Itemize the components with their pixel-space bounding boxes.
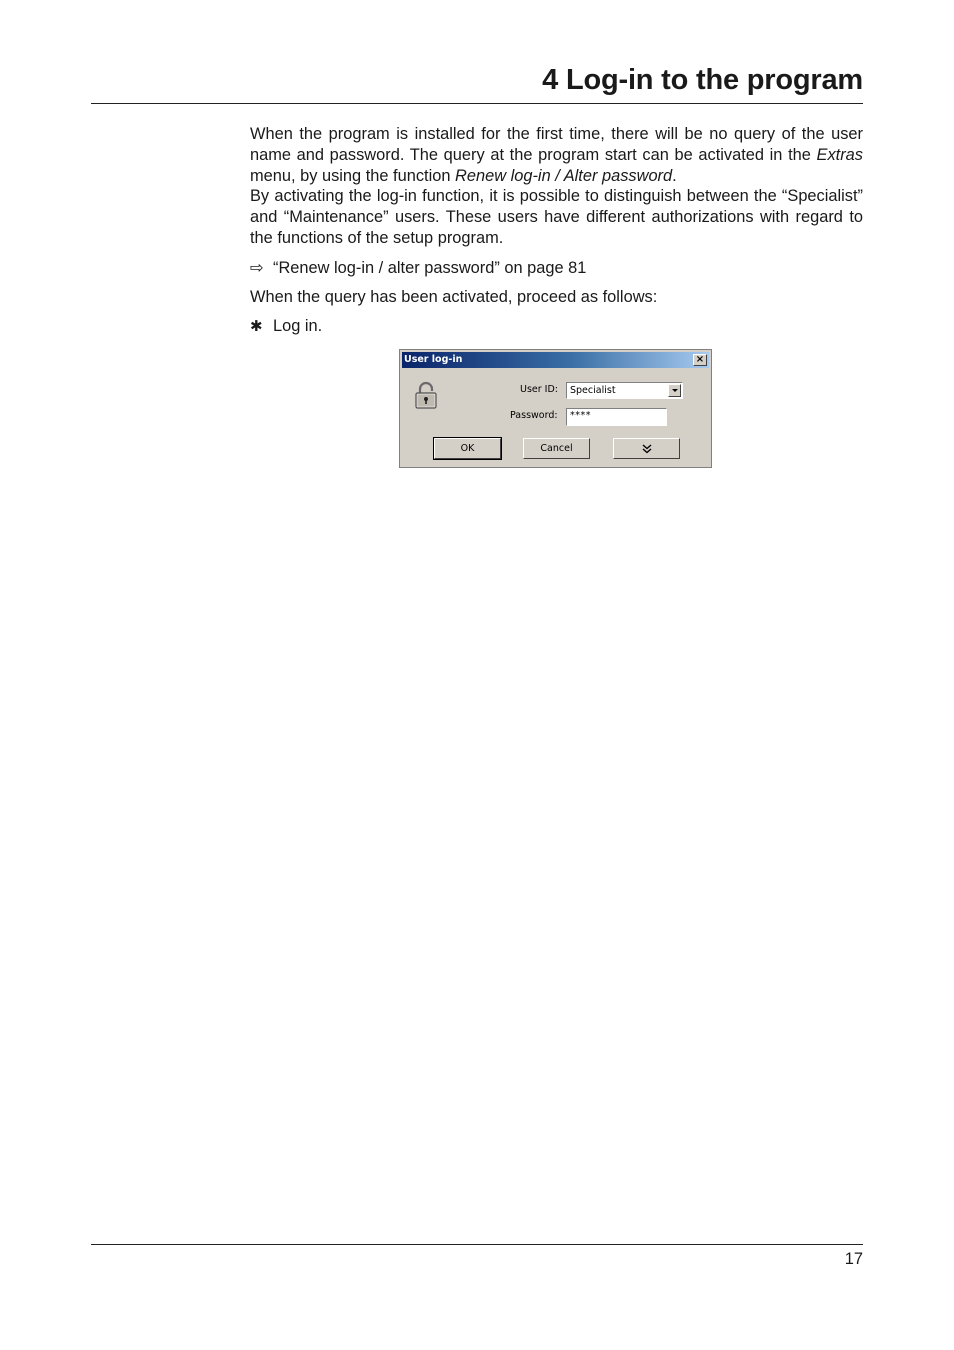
page-number: 17 — [844, 1250, 863, 1268]
intro-paragraph-2: By activating the log-in function, it is possible to distinguish between the “Specialist” and “Maintenance” users. These users have different authorizations with regard to the functions of the setup program. — [250, 187, 863, 247]
intro-text-b: menu, by using the function — [250, 166, 456, 185]
dropdown-arrow-icon[interactable] — [668, 384, 681, 397]
extras-menu-term: Extras — [816, 145, 863, 164]
procedure-intro: When the query has been activated, proceed as follows: — [250, 287, 658, 306]
user-id-label: User ID: — [520, 384, 558, 395]
step-item — [250, 316, 863, 338]
intro-text-a: When the program is installed for the first time, there will be no query of the user name and password. The query at the program start can be activated in the — [250, 125, 863, 164]
step-asterisk-icon: ✱ — [250, 318, 263, 336]
cross-reference-text: “Renew log-in / alter password” on page 81 — [273, 258, 587, 277]
user-id-value: Specialist — [570, 385, 616, 396]
double-chevron-down-icon — [642, 444, 652, 454]
ok-button[interactable]: OK — [434, 438, 501, 459]
header-divider — [91, 103, 863, 104]
padlock-icon — [414, 380, 438, 410]
cross-reference — [250, 258, 863, 279]
password-value: **** — [570, 410, 591, 421]
intro-text-c: . — [672, 166, 677, 185]
user-login-dialog — [399, 349, 712, 468]
dialog-title: User log-in — [404, 354, 463, 365]
reference-arrow-icon: ⇨ — [250, 258, 264, 277]
renew-login-term: Renew log-in / Alter password — [455, 166, 673, 185]
cancel-button[interactable]: Cancel — [523, 438, 590, 459]
user-id-dropdown[interactable] — [566, 382, 683, 399]
body-text — [250, 124, 863, 338]
intro-paragraph-1 — [250, 124, 863, 186]
password-label: Password: — [510, 410, 558, 421]
close-button[interactable]: × — [693, 354, 707, 366]
step-text: Log in. — [273, 317, 323, 336]
chapter-title: 4 Log-in to the program — [542, 64, 863, 96]
expand-button[interactable] — [613, 438, 680, 459]
dialog-titlebar[interactable] — [402, 352, 709, 368]
password-input[interactable] — [566, 408, 667, 426]
footer-divider — [91, 1244, 863, 1245]
